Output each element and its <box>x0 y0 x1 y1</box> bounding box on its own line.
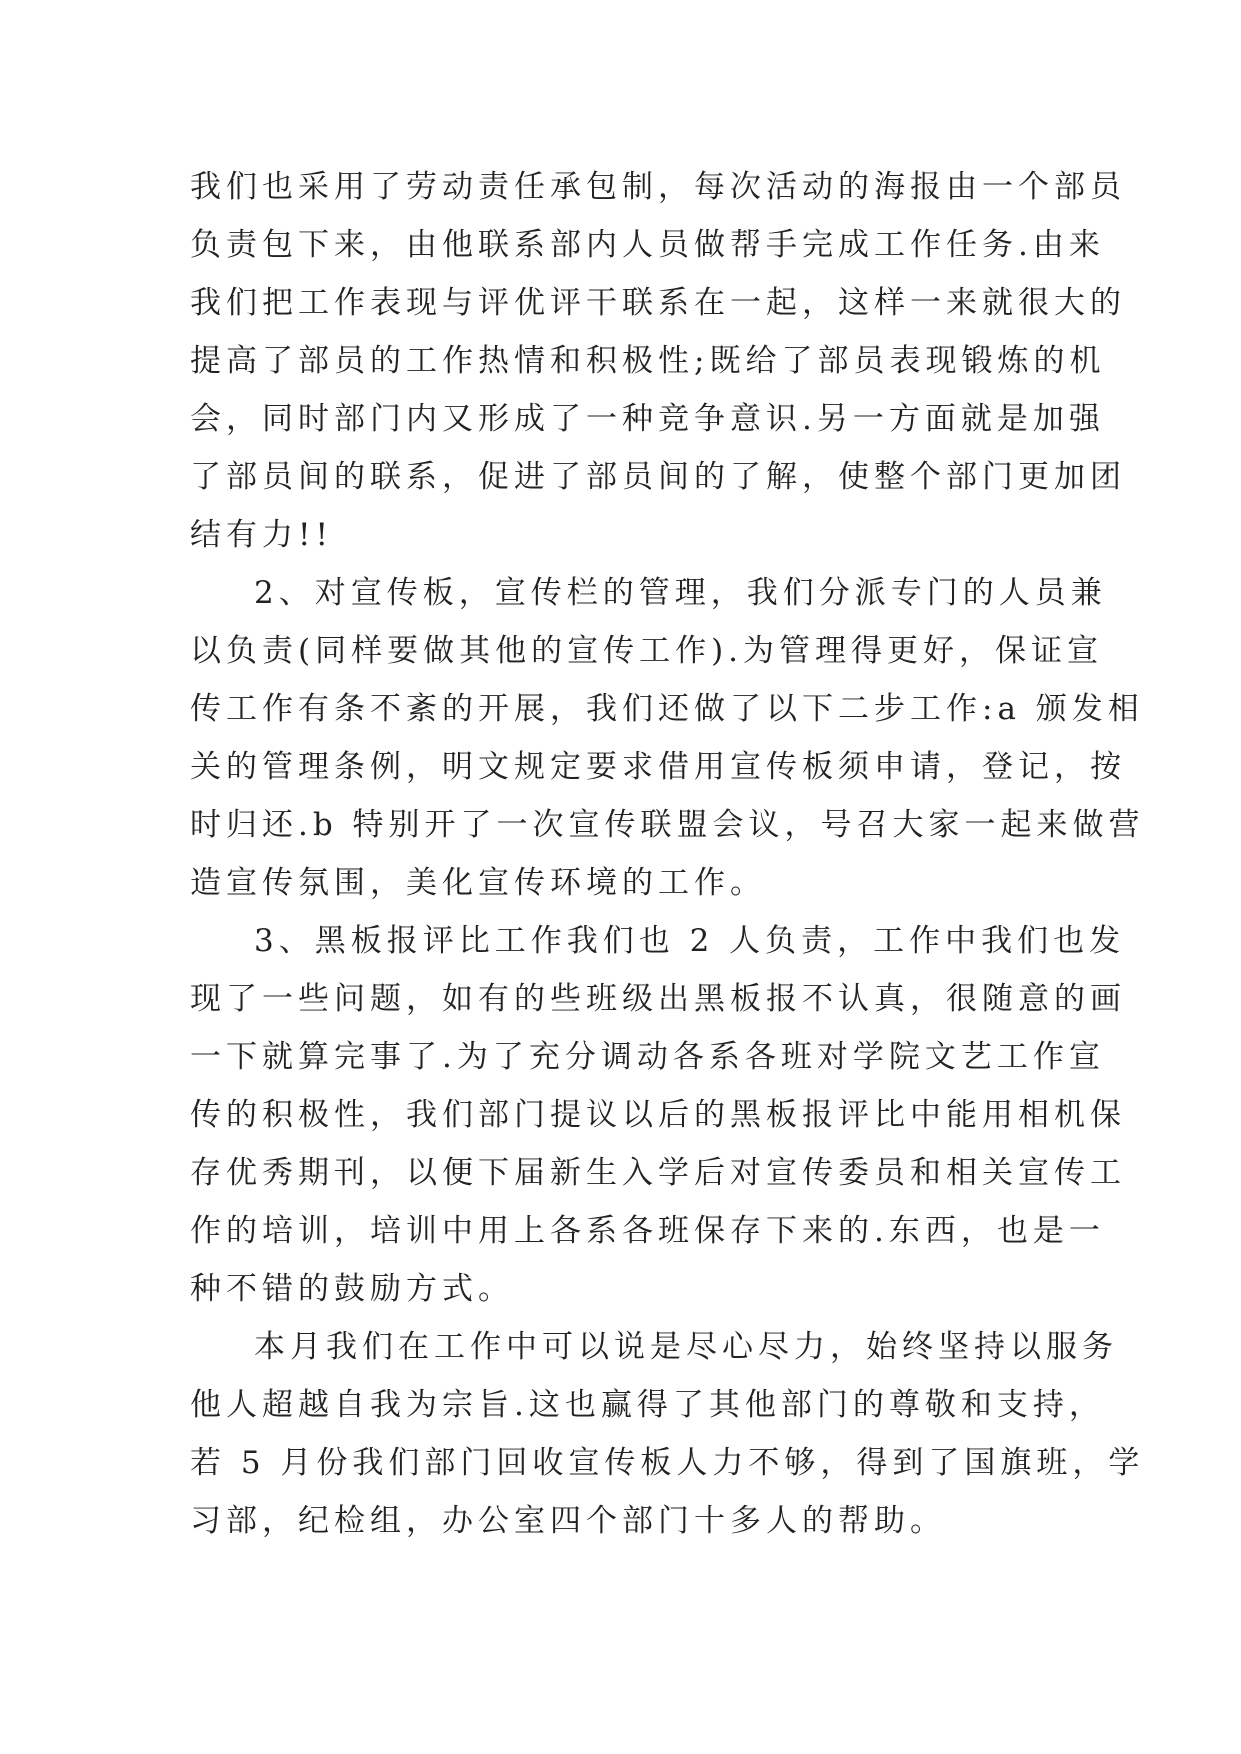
text-line: 时归还.b 特别开了一次宣传联盟会议，号召大家一起来做营 <box>190 807 1145 843</box>
paragraph-2 <box>190 564 1145 912</box>
paragraph-1 <box>190 158 1126 564</box>
document-body <box>190 158 1145 1550</box>
text-line: 会，同时部门内又形成了一种竞争意识.另一方面就是加强 <box>190 401 1105 437</box>
text-line: 作的培训，培训中用上各系各班保存下来的.东西，也是一 <box>190 1213 1105 1249</box>
text-line: 了部员间的联系，促进了部员间的了解，使整个部门更加团 <box>190 459 1126 495</box>
text-line: 传的积极性，我们部门提议以后的黑板报评比中能用相机保 <box>190 1097 1126 1133</box>
text-line: 3、黑板报评比工作我们也 2 人负责，工作中我们也发 <box>254 923 1126 959</box>
text-line: 我们也采用了劳动责任承包制，每次活动的海报由一个部员 <box>190 169 1126 205</box>
text-line: 造宣传氛围，美化宣传环境的工作。 <box>190 865 766 901</box>
text-line: 我们把工作表现与评优评干联系在一起，这样一来就很大的 <box>190 285 1126 321</box>
text-line: 习部，纪检组，办公室四个部门十多人的帮助。 <box>190 1503 946 1539</box>
text-line: 他人超越自我为宗旨.这也赢得了其他部门的尊敬和支持， <box>190 1387 1105 1423</box>
text-line: 本月我们在工作中可以说是尽心尽力，始终坚持以服务 <box>254 1329 1118 1365</box>
text-line: 传工作有条不紊的开展，我们还做了以下二步工作:a 颁发相 <box>190 691 1144 727</box>
paragraph-3 <box>190 912 1126 1318</box>
text-line: 一下就算完事了.为了充分调动各系各班对学院文艺工作宣 <box>190 1039 1105 1075</box>
text-line: 负责包下来，由他联系部内人员做帮手完成工作任务.由来 <box>190 227 1105 263</box>
text-line: 2、对宣传板，宣传栏的管理，我们分派专门的人员兼 <box>254 575 1107 611</box>
text-line: 关的管理条例，明文规定要求借用宣传板须申请，登记，按 <box>190 749 1126 785</box>
text-line: 提高了部员的工作热情和积极性;既给了部员表现锻炼的机 <box>190 343 1106 379</box>
text-line: 现了一些问题，如有的些班级出黑板报不认真，很随意的画 <box>190 981 1126 1017</box>
text-line: 以负责(同样要做其他的宣传工作).为管理得更好，保证宣 <box>190 633 1104 669</box>
text-line: 结有力!! <box>190 517 333 553</box>
text-line: 若 5 月份我们部门回收宣传板人力不够，得到了国旗班，学 <box>190 1445 1145 1481</box>
text-line: 存优秀期刊，以便下届新生入学后对宣传委员和相关宣传工 <box>190 1155 1126 1191</box>
text-line: 种不错的鼓励方式。 <box>190 1271 514 1307</box>
paragraph-4 <box>190 1318 1145 1550</box>
